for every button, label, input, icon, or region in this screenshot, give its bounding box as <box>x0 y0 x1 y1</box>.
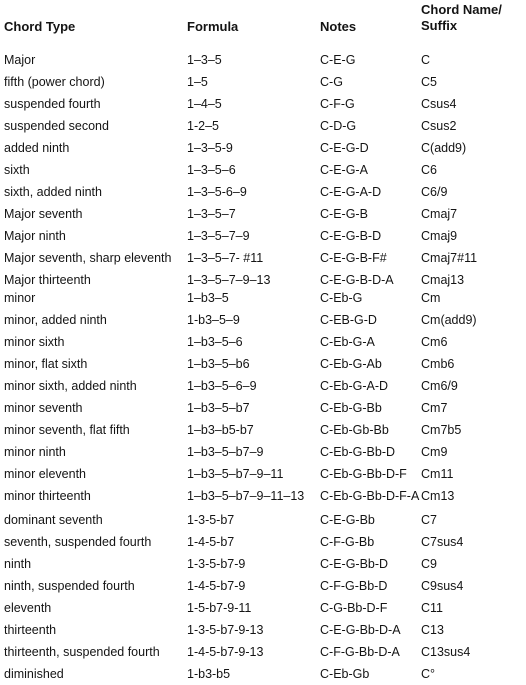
formula-cell: 1-3-5-b7-9-13 <box>187 623 264 637</box>
chord-name-cell: Cm11 <box>421 467 454 481</box>
notes-cell: C-F-G-Bb-D-A <box>320 645 400 659</box>
chord-name-cell: Cm6/9 <box>421 379 458 393</box>
formula-cell: 1–b3–5–b7 <box>187 401 250 415</box>
notes-cell: C-E-G-Bb-D <box>320 557 389 571</box>
chord-name-cell: C7 <box>421 513 437 527</box>
table-row <box>0 531 526 553</box>
table-row <box>0 619 526 641</box>
formula-cell: 1–3–5–7- #11 <box>187 251 264 265</box>
notes-cell: C-Eb-G-A <box>320 335 375 349</box>
table-row <box>0 575 526 597</box>
notes-cell: C-Eb-Gb <box>320 667 370 681</box>
chord-type-cell: ninth, suspended fourth <box>4 579 135 593</box>
notes-cell: C-E-G-A <box>320 163 368 177</box>
chord-name-cell: C13sus4 <box>421 645 471 659</box>
chord-type-cell: minor, added ninth <box>4 313 107 327</box>
chord-name-cell: Cm7 <box>421 401 448 415</box>
notes-cell: C-Eb-G-A-D <box>320 379 389 393</box>
header-suffix: Suffix <box>421 18 458 33</box>
formula-cell: 1-3-5-b7 <box>187 513 235 527</box>
chord-name-cell: C9 <box>421 557 437 571</box>
table-row <box>0 553 526 575</box>
chord-type-cell: minor sixth <box>4 335 65 349</box>
notes-cell: C-E-G <box>320 53 356 67</box>
notes-cell: C-Eb-G-Bb-D-F-A <box>320 489 420 503</box>
chord-name-cell: C6 <box>421 163 437 177</box>
chord-name-cell: Csus2 <box>421 119 457 133</box>
chord-name-cell: C <box>421 53 431 67</box>
table-row <box>0 309 526 331</box>
chord-type-cell: ninth <box>4 557 32 571</box>
notes-cell: C-F-G-Bb-D <box>320 579 388 593</box>
chord-type-cell: sixth, added ninth <box>4 185 102 199</box>
table-row <box>0 247 526 269</box>
table-row <box>0 71 526 93</box>
chord-name-cell: Csus4 <box>421 97 457 111</box>
chord-type-cell: minor thirteenth <box>4 489 91 503</box>
chord-type-cell: minor seventh <box>4 401 83 415</box>
chord-type-cell: Major <box>4 53 36 67</box>
formula-cell: 1–b3–5–b7–9–11–13 <box>187 489 305 503</box>
header-chord-name: Chord Name/ <box>421 2 502 17</box>
formula-cell: 1-4-5-b7-9-13 <box>187 645 264 659</box>
chord-type-cell: sixth <box>4 163 30 177</box>
chord-type-cell: seventh, suspended fourth <box>4 535 152 549</box>
table-row <box>0 419 526 441</box>
chord-type-cell: minor seventh, flat fifth <box>4 423 130 437</box>
chord-type-cell: diminished <box>4 667 64 681</box>
table-row <box>0 181 526 203</box>
header-chord-type: Chord Type <box>4 19 76 34</box>
table-row <box>0 353 526 375</box>
formula-cell: 1–4–5 <box>187 97 222 111</box>
formula-cell: 1-4-5-b7 <box>187 535 235 549</box>
chord-name-cell: Cmaj9 <box>421 229 458 243</box>
formula-cell: 1-3-5-b7-9 <box>187 557 246 571</box>
notes-cell: C-E-G-B-F# <box>320 251 387 265</box>
chord-type-cell: Major seventh <box>4 207 83 221</box>
table-row <box>0 137 526 159</box>
notes-cell: C-Eb-G-Bb <box>320 401 382 415</box>
formula-cell: 1–b3–5–b7–9–11 <box>187 467 284 481</box>
chord-name-cell: C6/9 <box>421 185 448 199</box>
notes-cell: C-D-G <box>320 119 357 133</box>
chord-type-cell: Major ninth <box>4 229 66 243</box>
chord-type-cell: fifth (power chord) <box>4 75 105 89</box>
chord-name-cell: Cmaj7#11 <box>421 251 478 265</box>
notes-cell: C-Eb-Gb-Bb <box>320 423 389 437</box>
notes-cell: C-E-G-Bb <box>320 513 375 527</box>
formula-cell: 1-b3–5–9 <box>187 313 240 327</box>
chord-name-cell: Cm9 <box>421 445 448 459</box>
chord-name-cell: C11 <box>421 601 444 615</box>
notes-cell: C-Eb-G <box>320 291 363 305</box>
notes-cell: C-E-G-B <box>320 207 368 221</box>
table-row <box>0 203 526 225</box>
chord-type-cell: thirteenth, suspended fourth <box>4 645 160 659</box>
chord-type-cell: minor, flat sixth <box>4 357 88 371</box>
formula-cell: 1–3–5-6–9 <box>187 185 247 199</box>
chord-type-cell: Major seventh, sharp eleventh <box>4 251 172 265</box>
chord-name-cell: Cmaj13 <box>421 273 465 287</box>
formula-cell: 1–3–5–7–9–13 <box>187 273 271 287</box>
table-row <box>0 441 526 463</box>
notes-cell: C-F-G <box>320 97 355 111</box>
formula-cell: 1–b3–5–6–9 <box>187 379 257 393</box>
formula-cell: 1-4-5-b7-9 <box>187 579 246 593</box>
notes-cell: C-EB-G-D <box>320 313 377 327</box>
chord-name-cell: Cm <box>421 291 441 305</box>
notes-cell: C-Eb-G-Ab <box>320 357 382 371</box>
table-row <box>0 225 526 247</box>
formula-cell: 1–3–5 <box>187 53 222 67</box>
formula-cell: 1–b3–5 <box>187 291 229 305</box>
formula-cell: 1–3–5-9 <box>187 141 233 155</box>
chord-name-cell: Cm6 <box>421 335 448 349</box>
table-row <box>0 663 526 685</box>
chord-name-cell: Cm13 <box>421 489 455 503</box>
formula-cell: 1–b3–5–b6 <box>187 357 250 371</box>
table-row <box>0 397 526 419</box>
notes-cell: C-E-G-D <box>320 141 369 155</box>
chord-name-cell: Cm(add9) <box>421 313 477 327</box>
formula-cell: 1-b3-b5 <box>187 667 231 681</box>
chord-type-cell: thirteenth <box>4 623 57 637</box>
formula-cell: 1–b3–5–b7–9 <box>187 445 264 459</box>
table-header <box>0 0 526 40</box>
table-row <box>0 485 526 507</box>
header-formula: Formula <box>187 19 239 34</box>
formula-cell: 1–3–5–6 <box>187 163 236 177</box>
chord-name-cell: C13 <box>421 623 444 637</box>
table-row <box>0 331 526 353</box>
chord-name-cell: Cm7b5 <box>421 423 462 437</box>
table-row <box>0 287 526 309</box>
notes-cell: C-Eb-G-Bb-D <box>320 445 396 459</box>
chord-type-cell: Major thirteenth <box>4 273 91 287</box>
table-row <box>0 375 526 397</box>
formula-cell: 1–b3–5–6 <box>187 335 243 349</box>
formula-cell: 1–5 <box>187 75 208 89</box>
chord-type-cell: minor eleventh <box>4 467 86 481</box>
notes-cell: C-E-G-Bb-D-A <box>320 623 401 637</box>
notes-cell: C-G <box>320 75 343 89</box>
table-row <box>0 115 526 137</box>
notes-cell: C-E-G-A-D <box>320 185 382 199</box>
chord-name-cell: C5 <box>421 75 437 89</box>
chord-type-cell: suspended fourth <box>4 97 101 111</box>
table-row <box>0 49 526 71</box>
chord-name-cell: Cmb6 <box>421 357 455 371</box>
chord-type-cell: suspended second <box>4 119 109 133</box>
notes-cell: C-F-G-Bb <box>320 535 375 549</box>
notes-cell: C-E-G-B-D-A <box>320 273 394 287</box>
formula-cell: 1–3–5–7 <box>187 207 236 221</box>
notes-cell: C-Eb-G-Bb-D-F <box>320 467 407 481</box>
table-row <box>0 159 526 181</box>
chord-type-cell: minor sixth, added ninth <box>4 379 137 393</box>
chord-type-cell: minor <box>4 291 36 305</box>
formula-cell: 1–3–5–7–9 <box>187 229 250 243</box>
formula-cell: 1–b3–b5-b7 <box>187 423 254 437</box>
chord-name-cell: C7sus4 <box>421 535 464 549</box>
table-row <box>0 641 526 663</box>
chord-name-cell: C(add9) <box>421 141 467 155</box>
notes-cell: C-E-G-B-D <box>320 229 382 243</box>
formula-cell: 1-2–5 <box>187 119 219 133</box>
chord-type-cell: dominant seventh <box>4 513 103 527</box>
notes-cell: C-G-Bb-D-F <box>320 601 388 615</box>
chord-type-cell: added ninth <box>4 141 70 155</box>
header-notes: Notes <box>320 19 357 34</box>
chord-name-cell: C9sus4 <box>421 579 464 593</box>
table-row <box>0 509 526 531</box>
chord-name-cell: Cmaj7 <box>421 207 458 221</box>
chord-name-cell: C° <box>421 667 436 681</box>
table-row <box>0 93 526 115</box>
chord-type-cell: eleventh <box>4 601 52 615</box>
chord-type-cell: minor ninth <box>4 445 66 459</box>
formula-cell: 1-5-b7-9-11 <box>187 601 252 615</box>
table-row <box>0 597 526 619</box>
table-row <box>0 463 526 485</box>
